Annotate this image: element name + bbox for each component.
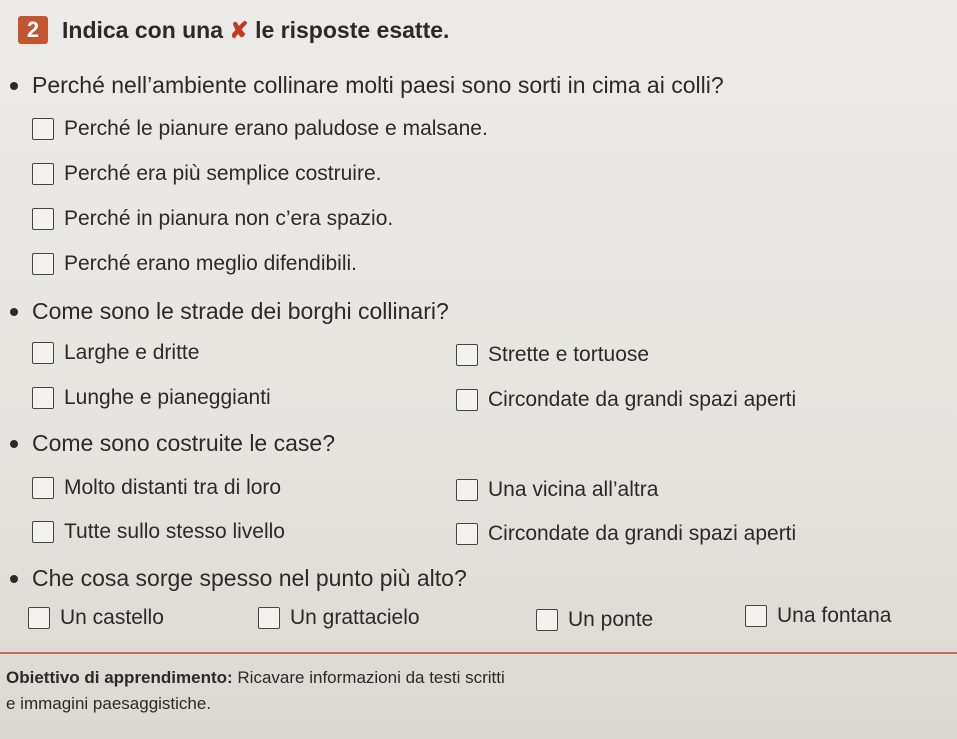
- q4-option-2[interactable]: [258, 606, 420, 630]
- q2-option-4[interactable]: [456, 388, 796, 412]
- bullet-icon: [10, 82, 18, 90]
- checkbox[interactable]: [456, 389, 478, 411]
- option-label: Molto distanti tra di loro: [64, 476, 282, 499]
- q2-option-1[interactable]: [32, 341, 199, 365]
- checkbox[interactable]: [258, 607, 280, 629]
- bullet-icon: [10, 308, 18, 316]
- question-2: [10, 298, 449, 325]
- checkbox[interactable]: [536, 609, 558, 631]
- q2-option-2[interactable]: [456, 343, 649, 367]
- bullet-icon: [10, 575, 18, 583]
- option-label: Perché era più semplice costruire.: [64, 162, 382, 185]
- checkbox[interactable]: [28, 607, 50, 629]
- q1-option-4[interactable]: [32, 252, 357, 276]
- checkbox[interactable]: [32, 521, 54, 543]
- q3-option-1[interactable]: [32, 476, 281, 500]
- bullet-icon: [10, 440, 18, 448]
- option-label: Tutte sullo stesso livello: [64, 520, 285, 543]
- objective-text-line2: e immagini paesaggistiche.: [6, 694, 212, 713]
- option-label: Circondate da grandi spazi aperti: [488, 522, 797, 545]
- learning-objective: [6, 665, 946, 717]
- question-4-text: Che cosa sorge spesso nel punto più alto?: [32, 565, 467, 591]
- q1-option-1[interactable]: [32, 117, 488, 141]
- x-mark-icon: ✘: [229, 16, 249, 43]
- exercise-number-badge: 2: [18, 16, 48, 44]
- q3-option-4[interactable]: [456, 522, 796, 546]
- option-label: Larghe e dritte: [64, 341, 200, 364]
- instruction-text-after: le risposte esatte.: [255, 16, 450, 43]
- question-2-text: Come sono le strade dei borghi collinari?: [32, 298, 449, 324]
- option-label: Perché in pianura non c’era spazio.: [64, 207, 394, 230]
- option-label: Strette e tortuose: [488, 343, 650, 366]
- q3-option-3[interactable]: [32, 520, 285, 544]
- checkbox[interactable]: [745, 605, 767, 627]
- checkbox[interactable]: [32, 208, 54, 230]
- q2-option-3[interactable]: [32, 386, 271, 410]
- option-label: Perché le pianure erano paludose e malsane.: [64, 117, 488, 140]
- option-label: Circondate da grandi spazi aperti: [488, 388, 797, 411]
- option-label: Un grattacielo: [290, 606, 420, 629]
- objective-text-line1: Ricavare informazioni da testi scritti: [237, 668, 505, 687]
- checkbox[interactable]: [32, 477, 54, 499]
- question-4: [10, 565, 467, 592]
- q1-option-2[interactable]: [32, 162, 381, 186]
- option-label: Una fontana: [777, 604, 892, 627]
- checkbox[interactable]: [32, 163, 54, 185]
- option-label: Un castello: [60, 606, 164, 629]
- objective-label: Obiettivo di apprendimento:: [6, 668, 233, 687]
- question-1-text: Perché nell’ambiente collinare molti paesi sono sorti in cima ai colli?: [32, 72, 724, 98]
- checkbox[interactable]: [456, 344, 478, 366]
- checkbox[interactable]: [32, 253, 54, 275]
- checkbox[interactable]: [32, 387, 54, 409]
- option-label: Una vicina all’altra: [488, 478, 659, 501]
- question-1: [10, 72, 724, 99]
- checkbox[interactable]: [32, 118, 54, 140]
- question-3: [10, 430, 335, 457]
- q1-option-3[interactable]: [32, 207, 393, 231]
- instruction-text-before: Indica con una: [62, 16, 224, 43]
- q4-option-4[interactable]: [745, 604, 891, 628]
- checkbox[interactable]: [456, 479, 478, 501]
- option-label: Perché erano meglio difendibili.: [64, 252, 358, 275]
- q4-option-1[interactable]: [28, 606, 164, 630]
- q4-option-3[interactable]: [536, 608, 653, 632]
- q3-option-2[interactable]: [456, 478, 658, 502]
- option-label: Lunghe e pianeggianti: [64, 386, 271, 409]
- exercise-header: [18, 16, 449, 44]
- option-label: Un ponte: [568, 608, 654, 631]
- question-3-text: Come sono costruite le case?: [32, 430, 335, 456]
- checkbox[interactable]: [456, 523, 478, 545]
- exercise-instruction: [62, 17, 449, 44]
- footer-divider: [0, 652, 957, 654]
- checkbox[interactable]: [32, 342, 54, 364]
